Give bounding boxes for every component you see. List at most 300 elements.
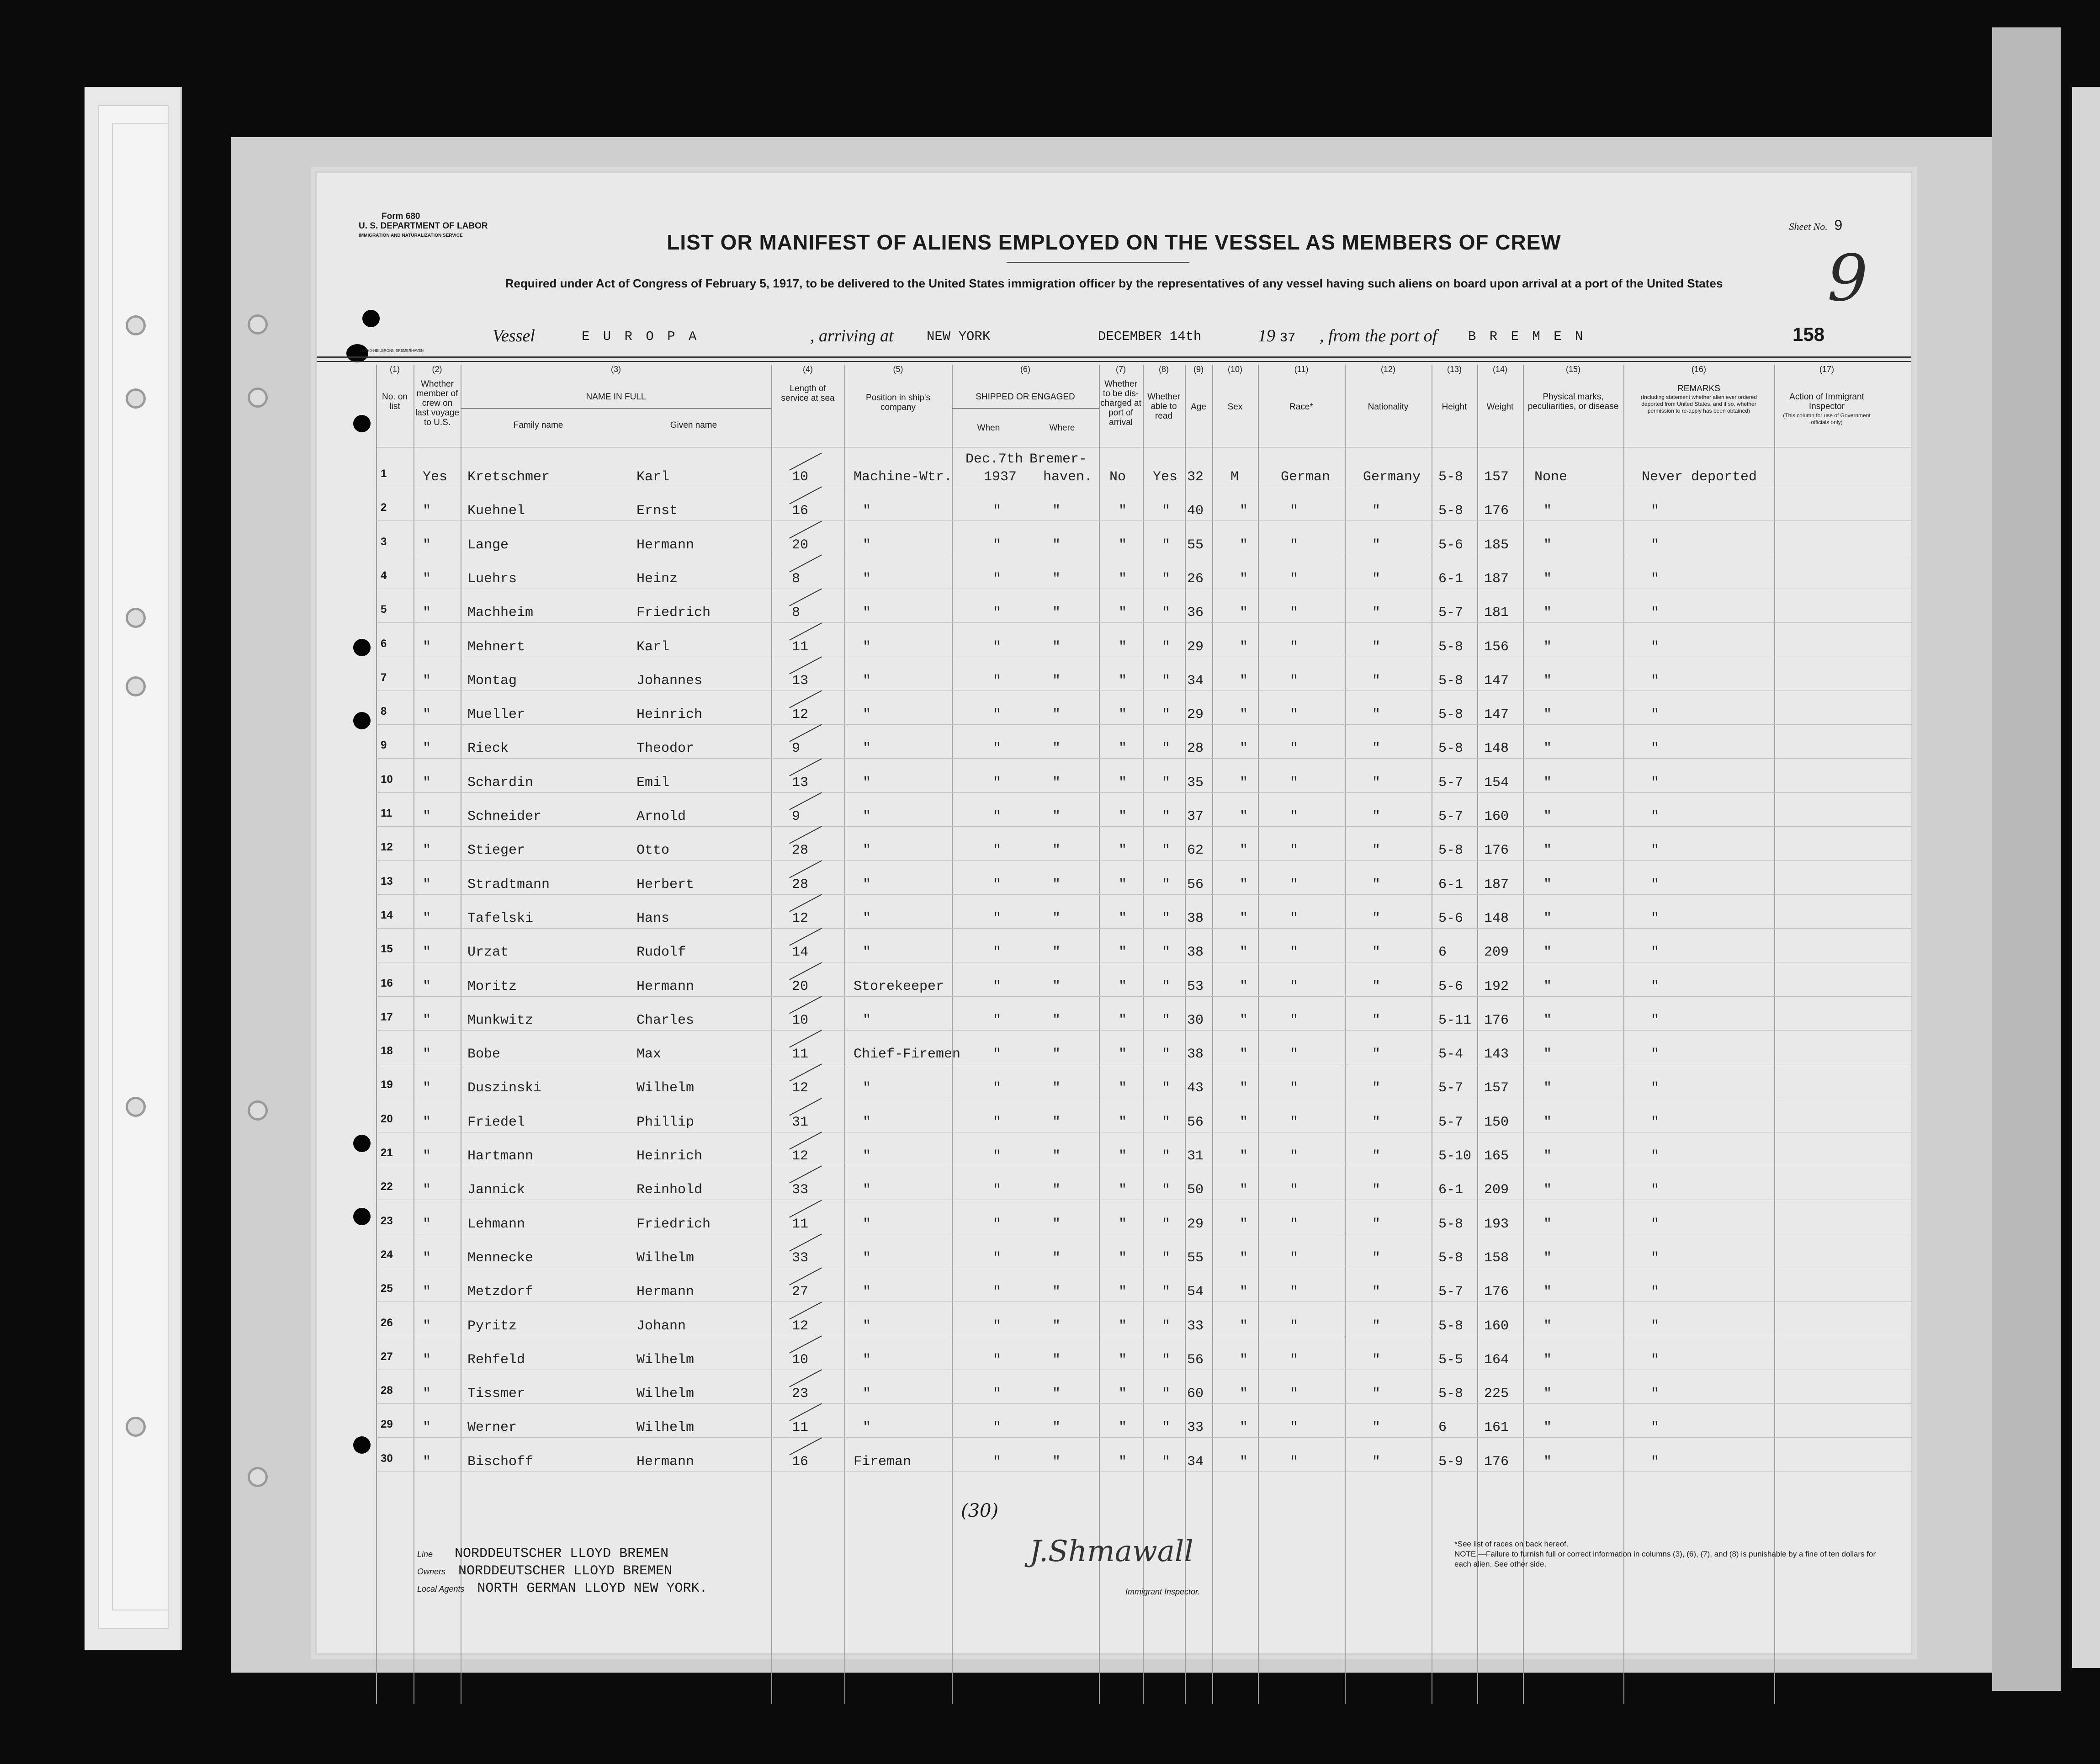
header-remarks: REMARKS xyxy=(1677,384,1720,393)
col-number: (9) xyxy=(1193,365,1204,374)
cell-discharge: " xyxy=(1119,775,1127,791)
cell-age: 53 xyxy=(1187,978,1204,994)
cell-marks: " xyxy=(1543,809,1552,824)
row-rule xyxy=(376,894,1911,895)
cell-read: " xyxy=(1162,1216,1171,1232)
cell-read: " xyxy=(1162,775,1171,791)
cell-age: 50 xyxy=(1187,1182,1204,1198)
title-rule xyxy=(1007,262,1189,263)
cell-age: 40 xyxy=(1187,503,1204,519)
cell-position: " xyxy=(863,775,871,791)
cell-marks: " xyxy=(1543,639,1552,655)
cell-service: 13 xyxy=(792,673,809,689)
cell-weight: 150 xyxy=(1484,1114,1509,1130)
cell-family: Moritz xyxy=(467,978,517,994)
cell-no: 22 xyxy=(381,1180,393,1193)
cell-prev: " xyxy=(423,707,431,723)
cell-no: 23 xyxy=(381,1214,393,1227)
cell-discharge: " xyxy=(1119,707,1127,723)
cell-given: Arnold xyxy=(636,809,686,824)
cell-sex: " xyxy=(1240,1454,1248,1470)
cell-height: 5-8 xyxy=(1438,1216,1464,1232)
cell-family: Schardin xyxy=(467,775,534,791)
punch-hole xyxy=(126,1097,146,1117)
right-page-edge xyxy=(1992,27,2061,1691)
row-rule xyxy=(376,792,1911,793)
cell-family: Machheim xyxy=(467,605,534,621)
cell-weight: 181 xyxy=(1484,605,1509,621)
cell-prev: Yes xyxy=(423,469,448,485)
cell-given: Hermann xyxy=(636,978,695,994)
cell-position: " xyxy=(863,1012,871,1028)
cell-service: 27 xyxy=(792,1284,809,1300)
cell-service: 12 xyxy=(792,910,809,926)
service-check-mark xyxy=(789,1166,822,1184)
cell-given: Max xyxy=(636,1047,662,1063)
cell-height: 6 xyxy=(1438,1420,1447,1436)
cell-nationality: " xyxy=(1372,673,1381,689)
cell-no: 27 xyxy=(381,1350,393,1363)
cell-height: 5-4 xyxy=(1438,1047,1464,1063)
cell-marks: " xyxy=(1543,1080,1552,1096)
cell-remarks: " xyxy=(1651,843,1660,859)
cell-read: " xyxy=(1162,503,1171,519)
cell-discharge: " xyxy=(1119,1182,1127,1198)
cell-service: 9 xyxy=(792,809,801,824)
cell-weight: 187 xyxy=(1484,877,1509,893)
cell-no: 28 xyxy=(381,1384,393,1397)
cell-race: " xyxy=(1290,571,1299,587)
cell-sex: " xyxy=(1240,707,1248,723)
cell-read: " xyxy=(1162,978,1171,994)
cell-sex: " xyxy=(1240,978,1248,994)
column-divider xyxy=(376,365,377,1704)
cell-when: " xyxy=(993,1182,1002,1198)
cell-service: 11 xyxy=(792,1216,809,1232)
header-top-rule xyxy=(317,356,1911,358)
service-check-mark xyxy=(789,962,822,980)
cell-age: 62 xyxy=(1187,843,1204,859)
cell-prev: " xyxy=(423,1047,431,1063)
page-edge xyxy=(112,123,169,1610)
cell-discharge: " xyxy=(1119,673,1127,689)
cell-given: Karl xyxy=(636,639,670,655)
cell-age: 33 xyxy=(1187,1420,1204,1436)
cell-no: 4 xyxy=(381,569,387,582)
cell-height: 5-8 xyxy=(1438,741,1464,757)
vessel-label-text: Vessel xyxy=(493,326,535,345)
cell-service: 11 xyxy=(792,1420,809,1436)
cell-nationality: " xyxy=(1372,1114,1381,1130)
cell-prev: " xyxy=(423,1352,431,1368)
cell-nationality: " xyxy=(1372,1047,1381,1063)
cell-discharge: " xyxy=(1119,1216,1127,1232)
cell-height: 5-11 xyxy=(1438,1012,1472,1028)
cell-height: 6-1 xyxy=(1438,877,1464,893)
cell-sex: " xyxy=(1240,1250,1248,1266)
cell-weight: 209 xyxy=(1484,945,1509,961)
cell-discharge: " xyxy=(1119,978,1127,994)
cell-service: 16 xyxy=(792,503,809,519)
cell-sex: " xyxy=(1240,639,1248,655)
cell-read: " xyxy=(1162,877,1171,893)
punch-hole xyxy=(248,314,268,335)
cell-where: " xyxy=(1052,978,1061,994)
cell-sex: " xyxy=(1240,503,1248,519)
cell-discharge: " xyxy=(1119,843,1127,859)
cell-read: " xyxy=(1162,809,1171,824)
cell-race: " xyxy=(1290,639,1299,655)
column-divider xyxy=(1477,365,1478,1704)
cell-marks: " xyxy=(1543,775,1552,791)
cell-sex: " xyxy=(1240,1114,1248,1130)
cell-age: 60 xyxy=(1187,1386,1204,1402)
service-check-mark xyxy=(789,589,822,606)
service-check-mark xyxy=(789,1064,822,1082)
cell-discharge: " xyxy=(1119,1114,1127,1130)
cell-family: Luehrs xyxy=(467,571,517,587)
cell-race: " xyxy=(1290,503,1299,519)
row-rule xyxy=(376,996,1911,997)
cell-prev: " xyxy=(423,1420,431,1436)
cell-when: " xyxy=(993,1250,1002,1266)
cell-family: Urzat xyxy=(467,945,509,961)
cell-sex: " xyxy=(1240,809,1248,824)
cell-remarks: " xyxy=(1651,605,1660,621)
from-label xyxy=(1320,326,1437,346)
shipped-when-top: Dec.7th xyxy=(965,452,1023,467)
cell-weight: 156 xyxy=(1484,639,1509,655)
cell-remarks: " xyxy=(1651,571,1660,587)
row-rule xyxy=(376,758,1911,759)
header-position: Position in ship's company xyxy=(866,393,930,412)
cell-given: Johann xyxy=(636,1318,686,1334)
header-height: Height xyxy=(1442,402,1467,412)
cell-race: " xyxy=(1290,1284,1299,1300)
cell-no: 29 xyxy=(381,1418,393,1431)
cell-service: 8 xyxy=(792,605,801,621)
column-divider xyxy=(1774,365,1775,1704)
cell-where: " xyxy=(1052,877,1061,893)
cell-sex: " xyxy=(1240,1284,1248,1300)
col-number: (14) xyxy=(1492,365,1507,374)
cell-no: 20 xyxy=(381,1112,393,1125)
right-page-edge xyxy=(2072,87,2100,1668)
service-check-mark xyxy=(789,1098,822,1116)
cell-nationality: " xyxy=(1372,1012,1381,1028)
cell-weight: 185 xyxy=(1484,537,1509,553)
cell-no: 5 xyxy=(381,603,387,616)
cell-nationality: " xyxy=(1372,1454,1381,1470)
cell-sex: " xyxy=(1240,1047,1248,1063)
printer-mark: LLOYD-HEILBRONN BREMERHAVEN xyxy=(360,349,424,353)
handwritten-total: (30) xyxy=(961,1500,999,1521)
arriving-port-text: NEW YORK xyxy=(927,329,991,344)
cell-family: Mueller xyxy=(467,707,525,723)
cell-weight: 176 xyxy=(1484,503,1509,519)
cell-when: " xyxy=(993,537,1002,553)
cell-weight: 225 xyxy=(1484,1386,1509,1402)
cell-marks: " xyxy=(1543,1454,1552,1470)
cell-nationality: " xyxy=(1372,503,1381,519)
footnote xyxy=(1454,1539,1879,1569)
cell-position: " xyxy=(863,945,871,961)
cell-given: Hans xyxy=(636,910,670,926)
cell-height: 5-6 xyxy=(1438,910,1464,926)
header-weight: Weight xyxy=(1486,402,1514,412)
cell-family: Mehnert xyxy=(467,639,525,655)
service-check-mark xyxy=(789,860,822,878)
cell-given: Hermann xyxy=(636,1454,695,1470)
cell-marks: " xyxy=(1543,1318,1552,1334)
cell-position: " xyxy=(863,1284,871,1300)
cell-when: " xyxy=(993,741,1002,757)
cell-nationality: " xyxy=(1372,910,1381,926)
cell-discharge: No xyxy=(1109,469,1126,485)
cell-when: " xyxy=(993,1080,1002,1096)
cell-marks: " xyxy=(1543,1182,1552,1198)
cell-age: 55 xyxy=(1187,1250,1204,1266)
cell-discharge: " xyxy=(1119,1080,1127,1096)
cell-where: " xyxy=(1052,809,1061,824)
cell-family: Rehfeld xyxy=(467,1352,525,1368)
cell-no: 14 xyxy=(381,909,393,921)
cell-race: " xyxy=(1290,1148,1299,1164)
cell-weight: 209 xyxy=(1484,1182,1509,1198)
cell-age: 36 xyxy=(1187,605,1204,621)
cell-height: 5-8 xyxy=(1438,1318,1464,1334)
column-divider xyxy=(1212,365,1213,1704)
cell-height: 5-5 xyxy=(1438,1352,1464,1368)
cell-height: 5-8 xyxy=(1438,843,1464,859)
cell-where: " xyxy=(1052,1012,1061,1028)
cell-weight: 176 xyxy=(1484,843,1509,859)
header-read: Whether able to read xyxy=(1147,392,1180,421)
cell-weight: 157 xyxy=(1484,469,1509,485)
cell-read: " xyxy=(1162,571,1171,587)
cell-age: 56 xyxy=(1187,1114,1204,1130)
header-race: Race* xyxy=(1289,402,1313,412)
header-nationality: Nationality xyxy=(1368,402,1409,412)
cell-nationality: " xyxy=(1372,843,1381,859)
owners-value: NORDDEUTSCHER LLOYD BREMEN xyxy=(458,1563,673,1579)
cell-weight: 193 xyxy=(1484,1216,1509,1232)
column-divider xyxy=(1345,365,1346,1704)
service-check-mark xyxy=(789,690,822,708)
cell-where: " xyxy=(1052,707,1061,723)
service-check-mark xyxy=(789,1335,822,1353)
cell-prev: " xyxy=(423,910,431,926)
cell-where: " xyxy=(1052,741,1061,757)
cell-sex: " xyxy=(1240,537,1248,553)
cell-read: " xyxy=(1162,673,1171,689)
cell-height: 5-7 xyxy=(1438,1080,1464,1096)
service-check-mark xyxy=(789,724,822,742)
cell-discharge: " xyxy=(1119,945,1127,961)
cell-remarks: " xyxy=(1651,537,1660,553)
cell-remarks: " xyxy=(1651,1420,1660,1436)
cell-no: 18 xyxy=(381,1045,393,1057)
cell-family: Pyritz xyxy=(467,1318,517,1334)
service-check-mark xyxy=(789,826,822,844)
cell-race: " xyxy=(1290,1454,1299,1470)
cell-marks: " xyxy=(1543,571,1552,587)
cell-race: " xyxy=(1290,1080,1299,1096)
cell-no: 16 xyxy=(381,977,393,989)
column-divider xyxy=(1523,365,1524,1704)
cell-no: 3 xyxy=(381,535,387,548)
cell-height: 6-1 xyxy=(1438,1182,1464,1198)
service-check-mark xyxy=(789,792,822,810)
cell-weight: 192 xyxy=(1484,978,1509,994)
service-check-mark xyxy=(789,1302,822,1319)
cell-sex: " xyxy=(1240,775,1248,791)
cell-where: " xyxy=(1052,1114,1061,1130)
cell-height: 5-7 xyxy=(1438,1284,1464,1300)
cell-marks: " xyxy=(1543,877,1552,893)
service-check-mark xyxy=(789,758,822,776)
header-top-rule-2 xyxy=(317,361,1911,362)
cell-nationality: " xyxy=(1372,1420,1381,1436)
cell-nationality: " xyxy=(1372,1318,1381,1334)
cell-service: 31 xyxy=(792,1114,809,1130)
cell-weight: 160 xyxy=(1484,1318,1509,1334)
cell-given: Phillip xyxy=(636,1114,695,1130)
cell-weight: 148 xyxy=(1484,741,1509,757)
cell-discharge: " xyxy=(1119,1420,1127,1436)
cell-read: " xyxy=(1162,910,1171,926)
service-check-mark xyxy=(789,1233,822,1251)
cell-no: 19 xyxy=(381,1079,393,1091)
cell-marks: " xyxy=(1543,605,1552,621)
cell-race: " xyxy=(1290,1420,1299,1436)
header-no: No. on list xyxy=(382,392,408,411)
cell-age: 31 xyxy=(1187,1148,1204,1164)
header-given-name: Given name xyxy=(670,420,717,430)
punch-hole xyxy=(362,310,380,327)
cell-service: 28 xyxy=(792,877,809,893)
cell-no: 1 xyxy=(381,468,387,480)
cell-family: Kuehnel xyxy=(467,503,525,519)
service-check-mark xyxy=(789,996,822,1014)
cell-when: " xyxy=(993,843,1002,859)
cell-height: 5-8 xyxy=(1438,1386,1464,1402)
col-number: (13) xyxy=(1447,365,1462,374)
cell-given: Wilhelm xyxy=(636,1080,695,1096)
footnote-penalty: NOTE.—Failure to furnish full or correct information in columns (3), (6), (7), and (8) is punishable by a fine of ten dollars for each alien. See other side. xyxy=(1454,1550,1876,1568)
cell-given: Herbert xyxy=(636,877,695,893)
cell-nationality: " xyxy=(1372,1284,1381,1300)
inspector-signature: J.Shmawall xyxy=(1029,1535,1193,1568)
cell-sex: " xyxy=(1240,1182,1248,1198)
cell-sex: " xyxy=(1240,741,1248,757)
cell-family: Duszinski xyxy=(467,1080,542,1096)
cell-marks: " xyxy=(1543,910,1552,926)
cell-read: " xyxy=(1162,1250,1171,1266)
cell-where: " xyxy=(1052,673,1061,689)
cell-read: " xyxy=(1162,1284,1171,1300)
header-when: When xyxy=(977,423,1000,433)
cell-race: " xyxy=(1290,1182,1299,1198)
cell-where: " xyxy=(1052,1352,1061,1368)
cell-race: " xyxy=(1290,1012,1299,1028)
cell-position: " xyxy=(863,1182,871,1198)
cell-family: Bischoff xyxy=(467,1454,534,1470)
cell-nationality: " xyxy=(1372,1148,1381,1164)
cell-remarks: " xyxy=(1651,1080,1660,1096)
cell-sex: " xyxy=(1240,571,1248,587)
cell-nationality: " xyxy=(1372,707,1381,723)
cell-prev: " xyxy=(423,1012,431,1028)
cell-no: 25 xyxy=(381,1282,393,1295)
cell-when: " xyxy=(993,1318,1002,1334)
cell-position: " xyxy=(863,639,871,655)
cell-family: Mennecke xyxy=(467,1250,534,1266)
cell-no: 24 xyxy=(381,1248,393,1261)
cell-marks: " xyxy=(1543,741,1552,757)
service-check-mark xyxy=(789,1437,822,1455)
cell-height: 5-7 xyxy=(1438,1114,1464,1130)
cell-given: Friedrich xyxy=(636,605,711,621)
cell-marks: " xyxy=(1543,945,1552,961)
cell-read: " xyxy=(1162,1386,1171,1402)
vessel-name xyxy=(582,326,699,344)
cell-no: 12 xyxy=(381,841,393,854)
cell-height: 5-8 xyxy=(1438,503,1464,519)
cell-family: Tissmer xyxy=(467,1386,525,1402)
cell-where: " xyxy=(1052,503,1061,519)
service-check-mark xyxy=(789,452,822,470)
agents-row xyxy=(417,1581,708,1598)
cell-service: 12 xyxy=(792,1080,809,1096)
vessel-label xyxy=(493,326,535,346)
punch-hole xyxy=(346,344,368,362)
cell-family: Tafelski xyxy=(467,910,534,926)
cell-prev: " xyxy=(423,843,431,859)
punch-hole xyxy=(248,1467,268,1487)
cell-when: " xyxy=(993,605,1002,621)
service-check-mark xyxy=(789,656,822,674)
from-label-text: , from the port of xyxy=(1320,326,1437,345)
cell-remarks: " xyxy=(1651,809,1660,824)
cell-read: " xyxy=(1162,1148,1171,1164)
cell-marks: " xyxy=(1543,1012,1552,1028)
cell-nationality: " xyxy=(1372,1250,1381,1266)
cell-age: 38 xyxy=(1187,945,1204,961)
header-inspector-note: (This column for use of Government officials only) xyxy=(1783,412,1871,425)
cell-position: " xyxy=(863,910,871,926)
cell-when: " xyxy=(993,1284,1002,1300)
cell-nationality: " xyxy=(1372,537,1381,553)
cell-when: " xyxy=(993,1352,1002,1368)
row-rule xyxy=(376,1437,1911,1438)
cell-age: 28 xyxy=(1187,741,1204,757)
cell-nationality: " xyxy=(1372,741,1381,757)
cell-given: Wilhelm xyxy=(636,1250,695,1266)
column-divider xyxy=(771,365,772,1704)
cell-read: Yes xyxy=(1153,469,1178,485)
cell-service: 28 xyxy=(792,843,809,859)
cell-service: 11 xyxy=(792,639,809,655)
agents-value: NORTH GERMAN LLOYD NEW YORK. xyxy=(477,1581,708,1596)
cell-remarks: " xyxy=(1651,877,1660,893)
cell-prev: " xyxy=(423,978,431,994)
cell-race: " xyxy=(1290,1114,1299,1130)
cell-age: 54 xyxy=(1187,1284,1204,1300)
cell-when: " xyxy=(993,503,1002,519)
cell-discharge: " xyxy=(1119,1047,1127,1063)
cell-prev: " xyxy=(423,1182,431,1198)
